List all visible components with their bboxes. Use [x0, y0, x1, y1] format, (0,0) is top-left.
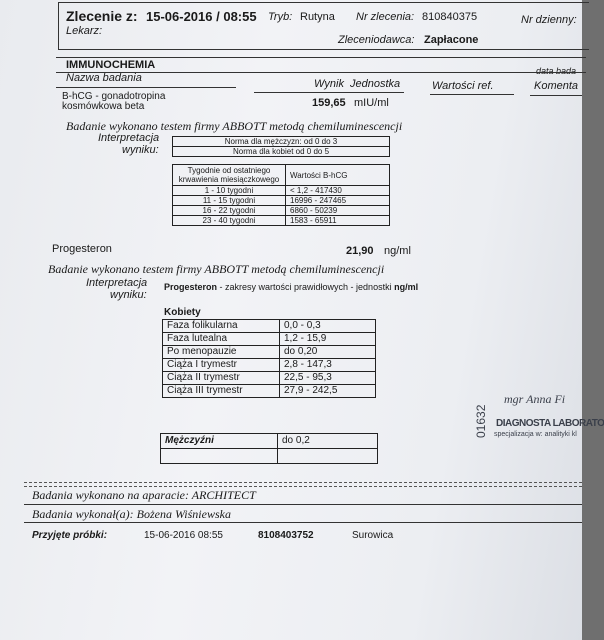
section-top-rule: [56, 57, 586, 58]
stamp-specialization: specjalizacja w: analityki kl: [494, 431, 577, 438]
column-underline: [56, 87, 236, 88]
sample-number: 8108403752: [258, 530, 314, 541]
day-number-label: Nr dzienny:: [521, 14, 577, 26]
phase-cell: Ciąża III trymestr: [163, 385, 280, 398]
client-value: Zapłacone: [424, 34, 479, 46]
col-test-name: Nazwa badania: [66, 72, 142, 84]
men-range: do 0,2: [278, 434, 378, 449]
women-header: Kobiety: [164, 307, 201, 318]
stamp-title: DIAGNOSTA LABORATO: [496, 418, 604, 429]
order-number-value: 810840375: [422, 11, 478, 23]
bhcg-method: Badanie wykonano testem firmy ABBOTT metodą chemiluminescencji: [66, 119, 403, 133]
mode-label: Tryb:: [268, 11, 293, 23]
values-header: Wartości B-hCG: [286, 165, 390, 186]
range-cell: 22,5 - 95,3: [280, 372, 376, 385]
table-row: [163, 359, 376, 372]
phase-cell: Ciąża I trymestr: [163, 359, 280, 372]
footer-dashed-rule: [24, 486, 582, 487]
table-row: [173, 186, 390, 196]
performer-line: Badania wykonał(a): Bożena Wiśniewska: [32, 507, 231, 521]
table-row: [161, 449, 378, 464]
col-unit: Jednostka: [350, 78, 401, 90]
weeks-cell: 1 - 10 tygodni: [173, 186, 286, 196]
table-row: [163, 320, 376, 333]
doctor-label: Lekarz:: [66, 25, 103, 37]
bhcg-unit: mIU/ml: [354, 97, 389, 109]
footer-rule: [24, 504, 582, 505]
progesteron-method: Badanie wykonano testem firmy ABBOTT metodą chemiluminescencji: [48, 262, 385, 276]
progesteron-value: 21,90: [346, 245, 374, 257]
range-cell: do 0,20: [280, 346, 376, 359]
phase-cell: Ciąża II trymestr: [163, 372, 280, 385]
mode-value: Rutyna: [300, 11, 335, 23]
device-line: Badania wykonano na aparacie: ARCHITECT: [32, 488, 256, 502]
weeks-cell: 16 - 22 tygodni: [173, 206, 286, 216]
received-label: Przyjęte próbki:: [32, 530, 108, 541]
stamp-signature: mgr Anna Fi: [504, 392, 566, 406]
table-row: [163, 333, 376, 346]
order-number-label: Nr zlecenia:: [356, 11, 415, 23]
received-datetime: 15-06-2016 08:55: [144, 530, 223, 541]
table-row: [173, 216, 390, 226]
range-cell: 16996 - 247465: [286, 196, 390, 206]
bhcg-name-line2: kosmówkowa beta: [62, 101, 145, 112]
footer-dashed-rule: [24, 482, 582, 483]
table-row: [163, 385, 376, 398]
footer-rule: [24, 522, 582, 523]
progesteron-unit: ng/ml: [384, 245, 411, 257]
bhcg-interp-label: Interpretacja: [98, 132, 160, 144]
norm-women: Norma dla kobiet od 0 do 5: [173, 147, 390, 157]
order-label: Zlecenie z:: [66, 8, 138, 24]
range-cell: < 1,2 - 417430: [286, 186, 390, 196]
bhcg-name-line1: B-hCG - gonadotropina: [62, 91, 166, 102]
order-header-box: [58, 2, 589, 50]
weeks-cell: 23 - 40 tygodni: [173, 216, 286, 226]
progesteron-interp-text: Progesteron - zakresy wartości prawidłowych - jednostki ng/ml: [164, 282, 419, 292]
table-row: [163, 372, 376, 385]
column-underline: [254, 92, 404, 93]
order-datetime: 15-06-2016 / 08:55: [146, 9, 257, 24]
men-label: Mężczyźni: [161, 434, 278, 449]
table-row: [163, 346, 376, 359]
progesteron-interp-label: wyniku:: [110, 289, 147, 301]
progesteron-women-table: [162, 319, 376, 398]
range-cell: 27,9 - 242,5: [280, 385, 376, 398]
section-title: IMMUNOCHEMIA: [66, 59, 156, 71]
col-ref-values: Wartości ref.: [432, 80, 494, 92]
col-comment: Komenta: [534, 80, 579, 92]
phase-cell: Faza lutealna: [163, 333, 280, 346]
range-cell: 1583 - 65911: [286, 216, 390, 226]
phase-cell: Faza folikularna: [163, 320, 280, 333]
bhcg-interp-label: wyniku:: [122, 144, 159, 156]
client-label: Zleceniodawca:: [338, 34, 415, 46]
stamp-number: 01632: [474, 404, 488, 438]
norm-men: Norma dla mężczyzn: od 0 do 3: [173, 137, 390, 147]
range-cell: 0,0 - 0,3: [280, 320, 376, 333]
sample-type: Surowica: [352, 530, 394, 541]
table-row: [173, 196, 390, 206]
bhcg-norms-table: [172, 136, 390, 157]
range-cell: 2,8 - 147,3: [280, 359, 376, 372]
bhcg-value: 159,65: [312, 97, 346, 109]
range-cell: 1,2 - 15,9: [280, 333, 376, 346]
col-result: Wynik: [314, 78, 344, 90]
table-row: [173, 206, 390, 216]
range-cell: 6860 - 50239: [286, 206, 390, 216]
column-underline: [530, 95, 582, 96]
progesteron-men-table: [160, 433, 378, 464]
section-date-column: data bada: [536, 66, 577, 76]
table-row: [161, 434, 378, 449]
weeks-header: Tygodnie od ostatniego krwawienia miesiączkowego: [173, 165, 286, 186]
bhcg-weeks-table: [172, 164, 390, 226]
column-underline: [430, 94, 514, 95]
progesteron-interp-label: Interpretacja: [86, 277, 148, 289]
phase-cell: Po menopauzie: [163, 346, 280, 359]
weeks-cell: 11 - 15 tygodni: [173, 196, 286, 206]
progesteron-name: Progesteron: [52, 243, 112, 255]
